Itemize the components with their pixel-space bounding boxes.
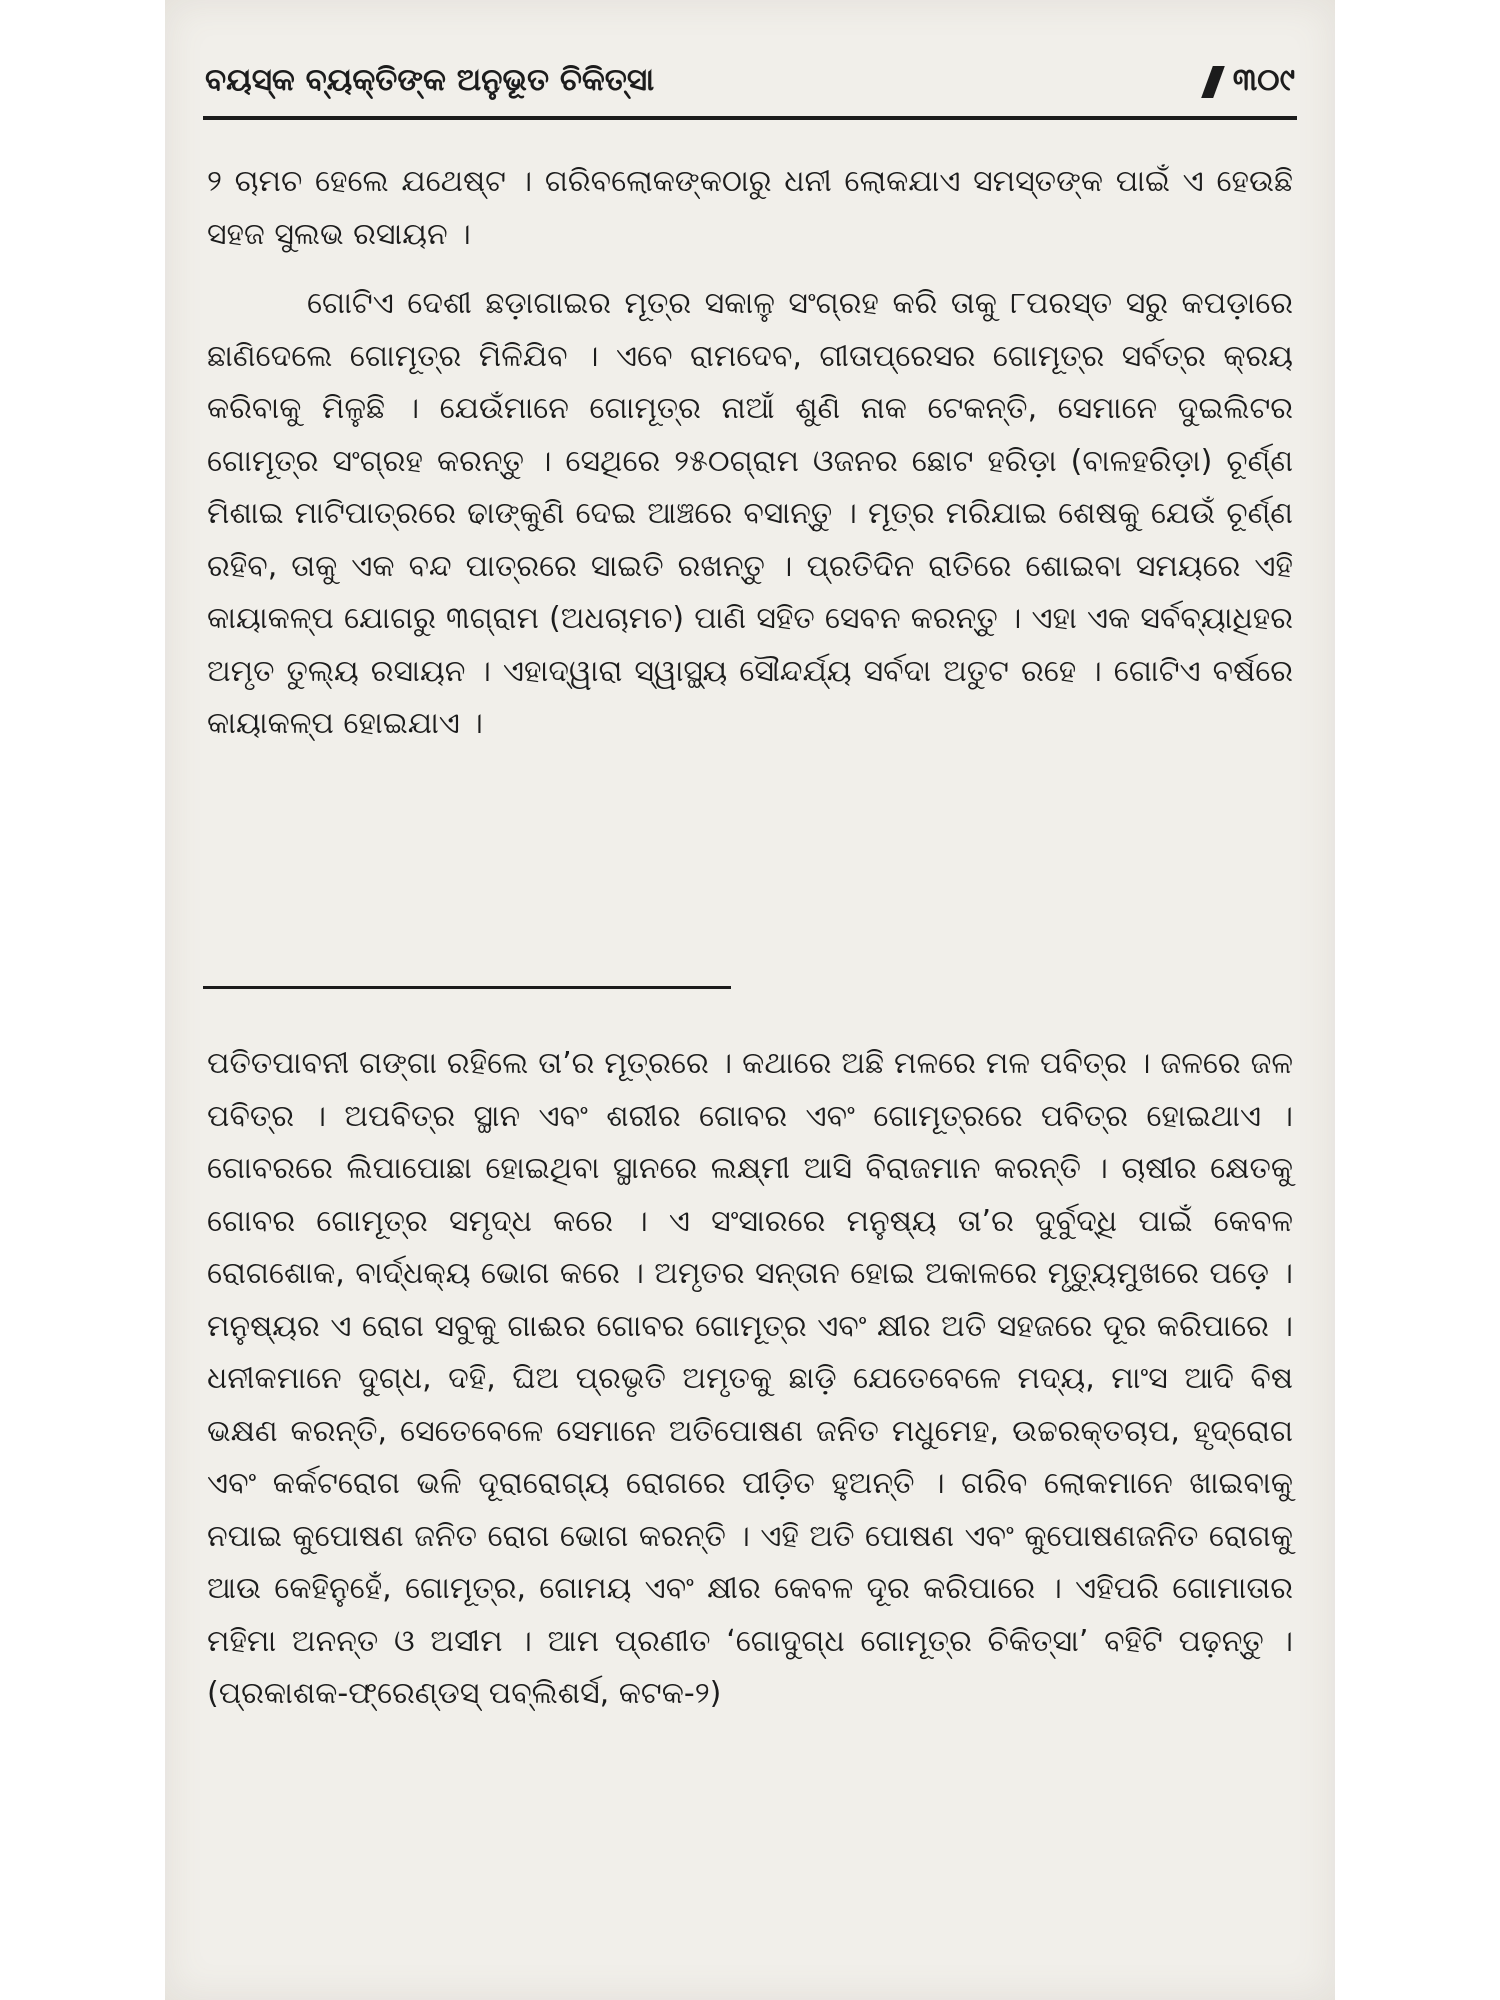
page-header xyxy=(205,62,1295,112)
page-number: ୩୦୯ xyxy=(1232,62,1295,98)
text-block-upper xyxy=(207,156,1293,751)
paragraph-2: ଗୋଟିଏ ଦେଶୀ ଛଡ଼ାଗାଇର ମୂତ୍ର ସକାଳୁ ସଂଗ୍ରହ କରି ତାକୁ ୮ପରସ୍ତ ସରୁ କପଡ଼ାରେ ଛାଣିଦେଲେ ଗୋମୂତ୍ର ମିଳିଯିବ । ଏବେ ରାମଦେବ, ଗୀତାପ୍ରେସର ଗୋମୂତ୍ର ସର୍ବତ୍ର କ୍ରୟ କରିବାକୁ ମିଳୁଛି । ଯେଉଁମାନେ ଗୋମୂତ୍ର ନାଆଁ ଶୁଣି ନାକ ଟେକନ୍ତି, ସେମାନେ ଦୁଇଲିଟର ଗୋମୂତ୍ର ସଂଗ୍ରହ କରନ୍ତୁ । ସେଥିରେ ୨୫୦ଗ୍ରାମ ଓଜନର ଛୋଟ ହରିଡ଼ା (ବାଳହରିଡ଼ା) ଚୂର୍ଣ୍ଣ ମିଶାଇ ମାଟିପାତ୍ରରେ ଢାଙ୍କୁଣି ଦେଇ ଆଞ୍ଚରେ ବସାନ୍ତୁ । ମୂତ୍ର ମରିଯାଇ ଶେଷକୁ ଯେଉଁ ଚୂର୍ଣ୍ଣ ରହିବ, ତାକୁ ଏକ ବନ୍ଦ ପାତ୍ରରେ ସାଇତି ରଖନ୍ତୁ । ପ୍ରତିଦିନ ରାତିରେ ଶୋଇବା ସମୟରେ ଏହି କାୟାକଳ୍ପ ଯୋଗରୁ ୩ଗ୍ରାମ (ଅଧଚାମଚ) ପାଣି ସହିତ ସେବନ କରନ୍ତୁ । ଏହା ଏକ ସର୍ବବ୍ୟାଧିହର ଅମୃତ ତୁଲ୍ୟ ରସାୟନ । ଏହାଦ୍ୱାରା ସ୍ୱାସ୍ଥ୍ୟ ସୌନ୍ଦର୍ଯ୍ୟ ସର୍ବଦା ଅତୁଟ ରହେ । ଗୋଟିଏ ବର୍ଷରେ କାୟାକଳ୍ପ ହୋଇଯାଏ । xyxy=(207,286,1293,741)
paragraph-1: ୨ ଚାମଚ ହେଲେ ଯଥେଷ୍ଟ । ଗରିବଲୋକଙ୍କଠାରୁ ଧନୀ ଲୋକଯାଏ ସମସ୍ତଙ୍କ ପାଇଁ ଏ ହେଉଛି ସହଜ ସୁଲଭ ରସାୟନ । xyxy=(207,164,1293,252)
text-block-lower xyxy=(207,1038,1293,1721)
paragraph-3: ପତିତପାବନୀ ଗଙ୍ଗା ରହିଲେ ତା’ର ମୂତ୍ରରେ । କଥାରେ ଅଛି ମଳରେ ମଳ ପବିତ୍ର । ଜଳରେ ଜଳ ପବିତ୍ର । ଅପବିତ୍ର ସ୍ଥାନ ଏବଂ ଶରୀର ଗୋବର ଏବଂ ଗୋମୂତ୍ରରେ ପବିତ୍ର ହୋଇଥାଏ । ଗୋବରରେ ଲିପାପୋଛା ହୋଇଥିବା ସ୍ଥାନରେ ଲକ୍ଷ୍ମୀ ଆସି ବିରାଜମାନ କରନ୍ତି । ଚାଷୀର କ୍ଷେତକୁ ଗୋବର ଗୋମୂତ୍ର ସମୃଦ୍ଧ କରେ । ଏ ସଂସାରରେ ମନୁଷ୍ୟ ତା’ର ଦୁର୍ବୁଦ୍ଧି ପାଇଁ କେବଳ ରୋଗଶୋକ, ବାର୍ଦ୍ଧକ୍ୟ ଭୋଗ କରେ । ଅମୃତର ସନ୍ତାନ ହୋଇ ଅକାଳରେ ମୃତ୍ୟୁମୁଖରେ ପଡ଼େ । ମନୁଷ୍ୟର ଏ ରୋଗ ସବୁକୁ ଗାଈର ଗୋବର ଗୋମୂତ୍ର ଏବଂ କ୍ଷୀର ଅତି ସହଜରେ ଦୂର କରିପାରେ । ଧନୀକମାନେ ଦୁଗ୍ଧ, ଦହି, ଘିଅ ପ୍ରଭୃତି ଅମୃତକୁ ଛାଡ଼ି ଯେତେବେଳେ ମଦ୍ୟ, ମାଂସ ଆଦି ବିଷ ଭକ୍ଷଣ କରନ୍ତି, ସେତେବେଳେ ସେମାନେ ଅତିପୋଷଣ ଜନିତ ମଧୁମେହ, ଉଚ୍ଚରକ୍ତଚାପ, ହୃଦ୍‌ରୋଗ ଏବଂ କର୍କଟରୋଗ ଭଳି ଦୂରାରୋଗ୍ୟ ରୋଗରେ ପୀଡ଼ିତ ହୁଅନ୍ତି । ଗରିବ ଲୋକମାନେ ଖାଇବାକୁ ନପାଇ କୁପୋଷଣ ଜନିତ ରୋଗ ଭୋଗ କରନ୍ତି । ଏହି ଅତି ପୋଷଣ ଏବଂ କୁପୋଷଣଜନିତ ରୋଗକୁ ଆଉ କେହିନୁହେଁ, ଗୋମୂତ୍ର, ଗୋମୟ ଏବଂ କ୍ଷୀର କେବଳ ଦୂର କରିପାରେ । ଏହିପରି ଗୋମାତାର ମହିମା ଅନନ୍ତ ଓ ଅସୀମ । ଆମ ପ୍ରଣୀତ ‘ଗୋଦୁଗ୍ଧ ଗୋମୂତ୍ର ଚିକିତ୍ସା’ ବହିଟି ପଢ଼ନ୍ତୁ । (ପ୍ରକାଶକ-ଫ୍ରେଣ୍ଡସ୍ ପବ୍ଲିଶର୍ସ, କଟକ-୨) xyxy=(207,1046,1293,1711)
page-number-marker xyxy=(1207,62,1295,99)
running-title: ବୟସ୍କ ବ୍ୟକ୍ତିଙ୍କ ଅନୁଭୂତ ଚିକିତ୍ସା xyxy=(205,62,655,98)
section-separator xyxy=(203,986,731,989)
header-rule xyxy=(203,116,1297,120)
book-page xyxy=(165,0,1335,2000)
page-marker-bar-icon xyxy=(1201,66,1225,98)
